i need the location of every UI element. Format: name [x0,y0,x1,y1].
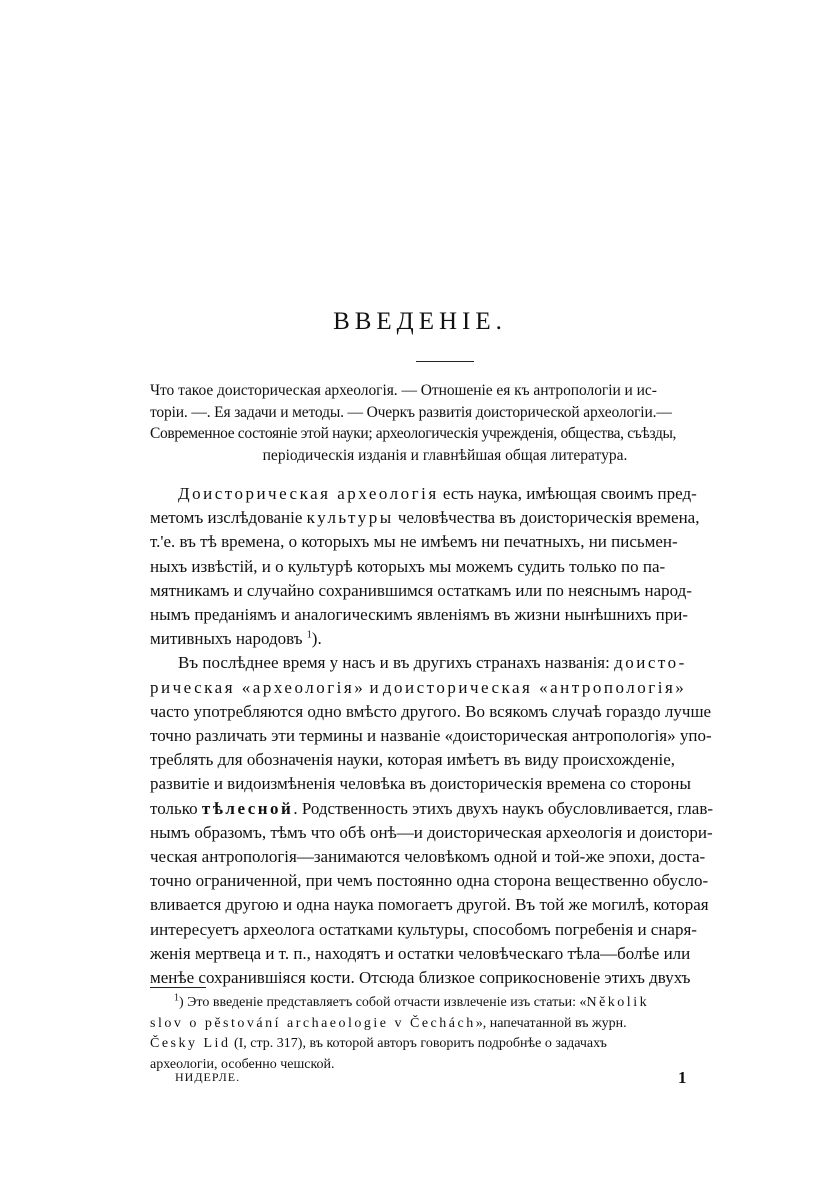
footnote-mark: 1 [174,992,179,1004]
paragraph-1-line: т.'е. въ тѣ времена, о которыхъ мы не имѣемъ ни печатныхъ, ни письмен- [150,532,678,552]
paragraph-1-line: ныхъ извѣстій, и о культурѣ которыхъ мы можемъ судить только по па- [150,556,666,576]
main-text [150,482,740,990]
page-footer [0,1068,840,1092]
paragraph-2-line: точно ограниченной, при чемъ постоянно одна сторона вещественно обусло- [150,871,709,891]
signature-mark: НИДЕРЛЕ. [175,1070,241,1084]
paragraph-2-line: рическая «археологія» и доисторическая «антропологія» [150,677,687,697]
footnote-line: Česky Lid (I, стр. 317), въ которой авторъ говоритъ подробнѣе о задачахъ [150,1036,607,1051]
paragraph-1-line: Доисторическая археологія есть наука, имѣющая своимъ пред- [178,484,697,503]
footnote-line: археологіи, особенно чешской. [150,1056,335,1072]
paragraph-2-line: часто употребляются одно вмѣсто другого. Во всякомъ случаѣ гораздо лучше [150,701,712,721]
footnote-line: slov o pěstování archaeologie v Čechách», напечатанной въ журн. [150,1015,627,1031]
summary-line: Современное состояніе этой науки; археологическія учрежденія, общества, съѣзды, [150,425,677,442]
chapter-title: ВВЕДЕНІЕ. [333,308,507,335]
paragraph-2-line: ческая антропологія—занимаются человѣкомъ одной и той-же эпохи, доста- [150,847,706,867]
paragraph-2-line: точно различать эти термины и названіе «доисторическая антропологія» упо- [150,726,712,746]
paragraph-2-line: только тѣлесной. Родственность этихъ двухъ наукъ обусловливается, глав- [150,798,714,818]
paragraph-2-line: интересуетъ археолога остатками культуры, способомъ погребенія и снаря- [150,919,697,939]
chapter-summary [150,380,740,466]
paragraph-2-line: нымъ образомъ, тѣмъ что обѣ онѣ—и доисторическая археологія и доистори- [150,822,713,842]
summary-line: періодическія изданія и главнѣйшая общая литература. [262,446,628,464]
footnote-line: $^1$) Это введеніе представляетъ собой отчасти извлеченіе изъ статьи: «Několik [174,992,650,1010]
summary-line: торіи. —. Ея задачи и методы. — Очеркъ развитія доисторической археологіи.— [150,403,672,421]
paragraph-2-line: вливается другою и одна наука помогаетъ другой. Въ той же могилѣ, которая [150,895,709,915]
summary-line: Что такое доисторическая археологія. — Отношеніе ея къ антропологіи и ис- [150,382,657,399]
paragraph-2-line: женія мертвеца и т. п., находятъ и остатки человѣческаго тѣла—болѣе или [150,943,691,963]
page-number: 1 [678,1068,687,1087]
paragraph-1-line: мятникамъ и случайно сохранившимся остаткамъ или по неяснымъ народ- [150,580,692,600]
paragraph-1-line: нымъ преданіямъ и аналогическимъ явленіямъ въ жизни нынѣшнихъ при- [150,605,688,625]
paragraph-2-line: менѣе сохранившіяся кости. Отсюда близкое соприкосновеніе этихъ двухъ [150,968,691,988]
footnote [150,993,740,1075]
paragraph-2-line: Въ послѣднее время у насъ и въ другихъ странахъ названія: доисто- [178,653,687,673]
paragraph-2-line: развитіе и видоизмѣненія человѣка въ доисторическія времена со стороны [150,774,691,794]
paragraph-2-line: треблять для обозначенія науки, которая имѣетъ въ виду происхожденіе, [150,750,676,770]
title-rule [416,361,474,362]
paragraph-1-line: метомъ изслѣдованіе культуры человѣчества въ доисторическія времена, [150,508,700,528]
footnote-ref: 1 [306,629,312,641]
footnote-rule [150,987,206,988]
paragraph-1-line: митивныхъ народовъ $^1$). [150,629,322,649]
